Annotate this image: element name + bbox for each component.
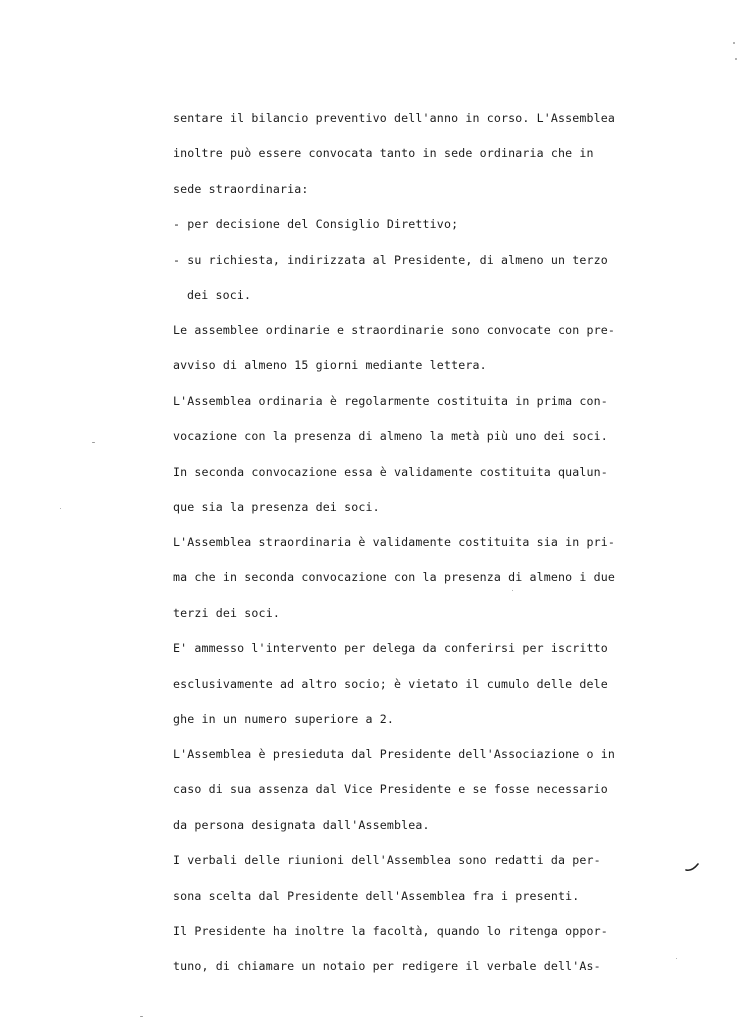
text-line: L'Assemblea è presieduta dal Presidente dell'Associazione o in [173,747,616,761]
text-line: avviso di almeno 15 giorni mediante lettera. [173,358,487,372]
scan-speck [735,58,737,60]
text-line: In seconda convocazione essa è validamente costituita qualun- [173,465,608,479]
scan-speck [512,590,513,591]
list-item-line: - per decisione del Consiglio Direttivo; [173,217,459,231]
pen-tick-mark [685,862,699,872]
text-line: sede straordinaria: [173,182,309,196]
text-line: caso di sua assenza dal Vice Presidente e se fosse necessario [173,782,608,796]
text-line: L'Assemblea straordinaria è validamente costituita sia in pri- [173,535,616,549]
text-line: E' ammesso l'intervento per delega da conferirsi per iscritto [173,641,608,655]
scan-speck [140,1016,143,1017]
text-line: Le assemblee ordinarie e straordinarie sono convocate con pre- [173,323,616,337]
text-line: I verbali delle riunioni dell'Assemblea sono redatti da per- [173,853,601,867]
text-line: Il Presidente ha inoltre la facoltà, quando lo ritenga oppor- [173,924,608,938]
text-line: tuno, di chiamare un notaio per redigere il verbale dell'As- [173,959,601,973]
scan-speck [676,958,677,959]
text-line: que sia la presenza dei soci. [173,500,380,514]
text-line: esclusivamente ad altro socio; è vietato il cumulo delle dele [173,677,608,691]
text-line: sentare il bilancio preventivo dell'anno in corso. L'Assemblea [173,111,616,125]
list-item-line: - su richiesta, indirizzata al Presidente, di almeno un terzo [173,253,608,267]
text-line: terzi dei soci. [173,606,280,620]
scan-speck [733,42,735,44]
scan-speck [60,508,61,509]
text-line: ma che in seconda convocazione con la presenza di almeno i due [173,570,616,584]
text-line: vocazione con la presenza di almeno la metà più uno dei soci. [173,429,608,443]
text-line: da persona designata dall'Assemblea. [173,818,430,832]
list-item-continuation-line: dei soci. [187,288,252,302]
text-line: L'Assemblea ordinaria è regolarmente costituita in prima con- [173,394,608,408]
text-line: ghe in un numero superiore a 2. [173,712,395,726]
text-line: inoltre può essere convocata tanto in sede ordinaria che in [173,146,594,160]
text-line: sona scelta dal Presidente dell'Assemblea fra i presenti. [173,889,580,903]
scan-speck [92,442,95,443]
